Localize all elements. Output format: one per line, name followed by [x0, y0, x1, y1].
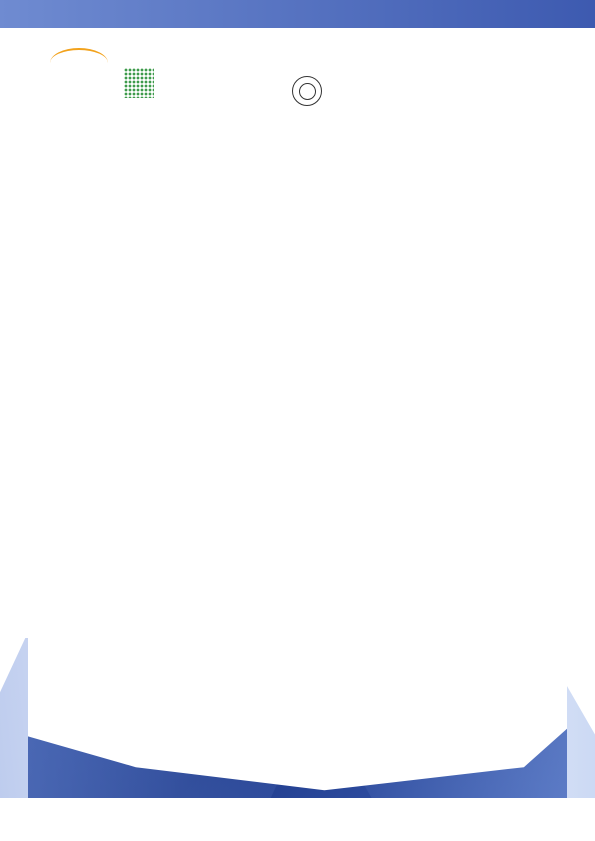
top-color-strip	[0, 0, 595, 28]
footer-links	[537, 778, 553, 788]
intro-columns	[50, 278, 550, 478]
logo-bar	[28, 28, 567, 114]
ssr-dots-icon	[124, 68, 154, 98]
programme-section	[28, 490, 567, 780]
university-seal-icon	[292, 76, 322, 106]
fiaso-logo	[50, 48, 112, 106]
ssr-logo	[124, 66, 284, 106]
unife-logo	[292, 76, 372, 110]
poster	[28, 28, 567, 798]
fiaso-arc-icon	[50, 48, 108, 78]
programme-vertical-label	[24, 570, 64, 700]
